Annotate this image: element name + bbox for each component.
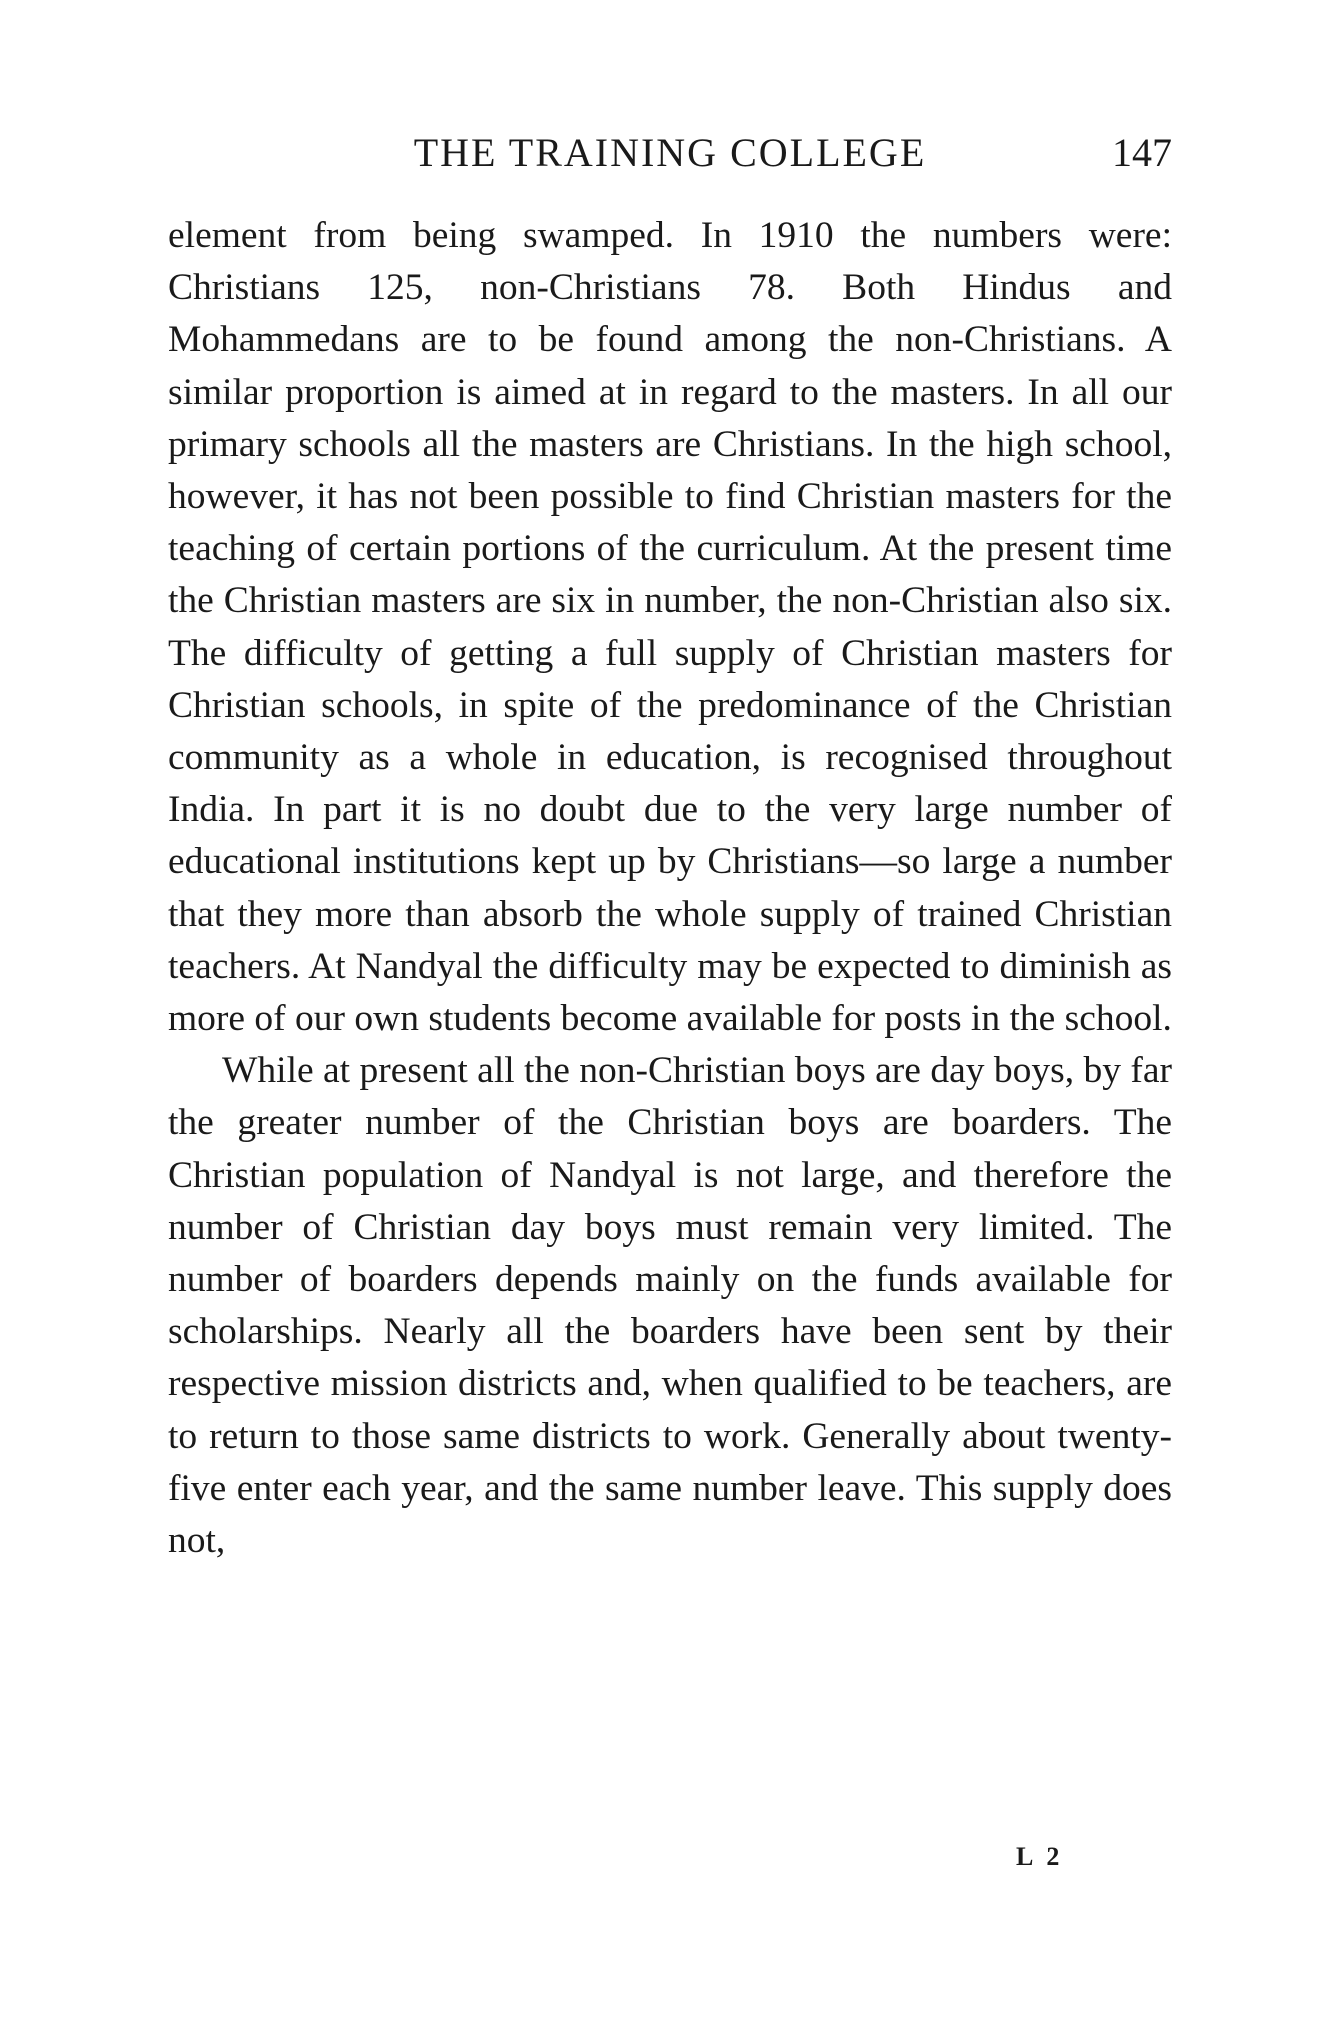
paragraph-continued: element from being swamped. In 1910 the numbers were: Christians 125, non-Christians 78. Both Hindus and Mohammedans are to be found among the non-Christians. A similar proportion is aimed at in regard to the masters. In all our primary schools all the masters are Christians. In the high school, however, it has not been possible to find Christian masters for the teaching of certain portions of the curriculum. At the present time the Christian masters are six in number, the non-Christian also six. The difficulty of getting a full supply of Christian masters for Christian schools, in spite of the predominance of the Christian community as a whole in education, is recognised throughout India. In part it is no doubt due to the very large number of educational institutions kept up by Christians—so large a number that they more than absorb the whole supply of trained Christian teachers. At Nandyal the difficulty may be expected to diminish as more of our own students become available for posts in the school. xyxy=(168,215,1172,1040)
signature-mark: L 2 xyxy=(1016,1842,1064,1871)
paragraph: While at present all the non-Christian boys are day boys, by far the greater number of the Christian boys are boarders. The Christian population of Nandyal is not large, and therefore the number of Christian day boys must remain very limited. The number of boarders depends mainly on the funds available for scholarships. Nearly all the boarders have been sent by their respective mission districts and, when qualified to be teachers, are to return to those same districts to work. Generally about twenty-five enter each year, and the same number leave. This supply does not, xyxy=(168,1050,1172,1562)
running-head xyxy=(168,128,1172,178)
running-title: THE TRAINING COLLEGE xyxy=(413,130,927,175)
body-text xyxy=(168,210,1172,1567)
page-number: 147 xyxy=(1112,130,1172,175)
